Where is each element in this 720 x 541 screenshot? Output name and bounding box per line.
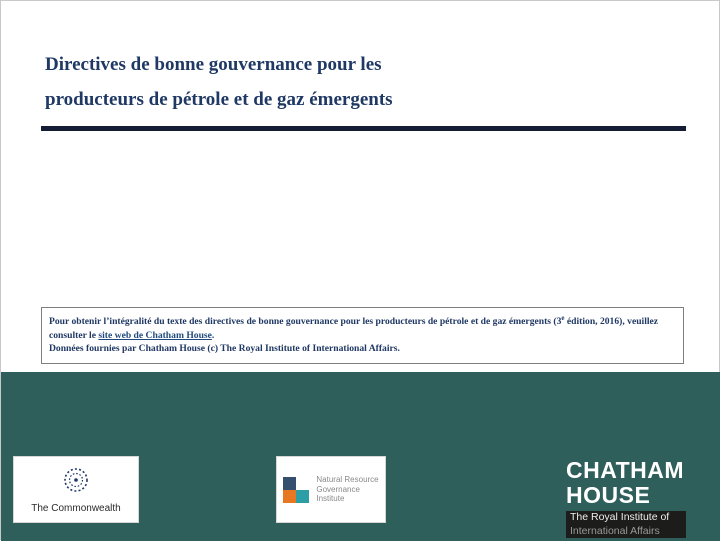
notice-box: [41, 307, 684, 364]
chatham-subtitle: [566, 511, 686, 538]
nrgi-label-line-1: Natural Resource: [316, 475, 379, 485]
page-title: [45, 47, 665, 117]
notice-text: [49, 312, 676, 342]
notice-credit-line: Données fournies par Chatham House (c) The Royal Institute of International Affairs.: [49, 343, 400, 355]
chatham-wordmark-line-1: CHATHAM: [566, 457, 685, 483]
nrgi-squares-icon: [283, 477, 309, 503]
chatham-subtitle-line-1: The Royal Institute of: [566, 511, 686, 525]
commonwealth-label: The Commonwealth: [31, 503, 121, 514]
nrgi-logo: [276, 456, 386, 523]
notice-part-2: édition, 2016), veuillez consulter le: [49, 316, 659, 341]
chatham-subtitle-line-2: International Affairs: [566, 525, 686, 539]
nrgi-label-line-3: Institute: [316, 494, 345, 504]
notice-part-3: .: [211, 329, 215, 341]
notice-part-1: Pour obtenir l’intégralité du texte des directives de bonne gouvernance pour les producteurs de pétrole et de gaz émergents (3: [49, 316, 562, 328]
commonwealth-globe-icon: [61, 465, 91, 500]
page-title-line-1: Directives de bonne gouvernance pour les: [45, 54, 382, 75]
nrgi-label-line-2: Governance: [316, 484, 360, 494]
title-divider: [41, 126, 686, 131]
chatham-wordmark-line-2: HOUSE: [566, 482, 651, 508]
page-title-line-2: producteurs de pétrole et de gaz émergents: [45, 89, 393, 110]
chatham-house-wordmark: [566, 458, 686, 538]
notice-superscript: e: [561, 314, 565, 322]
chatham-house-link[interactable]: site web de Chatham House: [98, 329, 212, 341]
commonwealth-logo: [13, 456, 139, 523]
nrgi-label: [316, 475, 378, 504]
